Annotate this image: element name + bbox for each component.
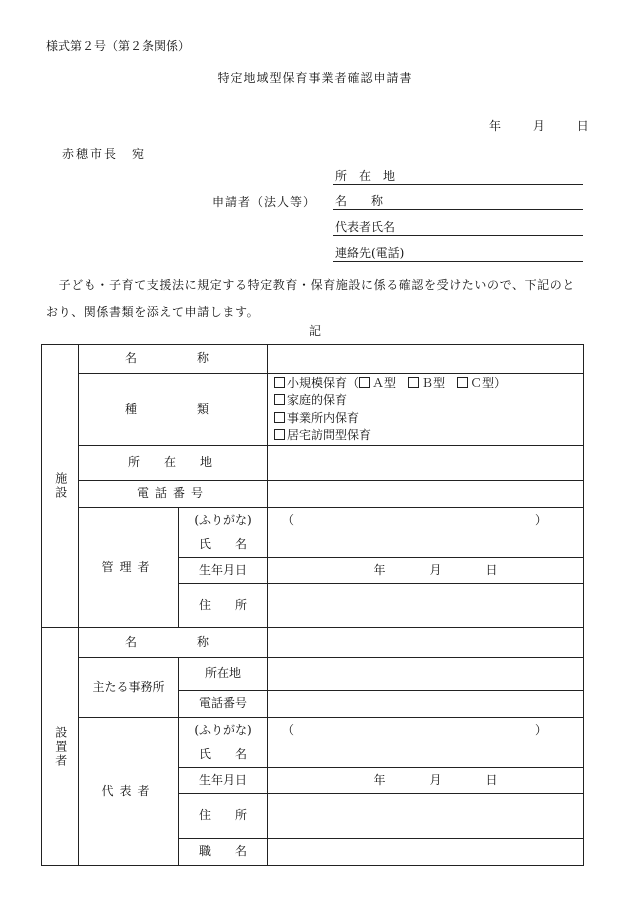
rep-residence-label: 住 所 [179,794,268,839]
b-type-label: Ｂ型 [421,375,446,390]
c-type-checkbox[interactable] [457,377,468,388]
applicant-address-label: 所 在 地 [335,169,396,183]
home-based-checkbox[interactable] [274,394,285,405]
establisher-name-label: 名 称 [79,628,268,658]
office-label: 主たる事務所 [79,658,179,718]
facility-name-input[interactable] [268,345,584,374]
application-table [41,344,584,866]
b-type-checkbox[interactable] [408,377,419,388]
document-title: 特定地域型保育事業者確認申請書 [217,71,413,85]
rep-position-label: 職 名 [179,839,268,866]
rep-furigana-label: (ふりがな) [179,718,268,743]
date-month-label: 月 [532,119,545,133]
home-visit-label: 居宅訪問型保育 [287,427,372,442]
office-phone-input[interactable] [268,691,584,718]
date-year-label: 年 [489,119,502,133]
workplace-label: 事業所内保育 [287,410,360,425]
small-scale-checkbox[interactable] [274,377,285,388]
establisher-name-input[interactable] [268,628,584,658]
facility-phone-input[interactable] [268,481,584,508]
manager-birth-year: 年 [373,562,386,577]
applicant-address-field[interactable] [333,169,583,185]
rep-residence-input[interactable] [268,794,584,839]
ki-heading: 記 [308,324,321,338]
c-type-label: Ｃ型） [470,375,507,390]
manager-residence-input[interactable] [268,584,584,628]
manager-residence-label: 住 所 [179,584,268,628]
rep-birth-year: 年 [373,772,386,787]
manager-label: 管理者 [79,508,179,628]
manager-birth-month: 月 [429,562,442,577]
small-scale-label: 小規模保育（ [287,375,360,390]
office-phone-label: 電話番号 [179,691,268,718]
applicant-contact-field[interactable] [333,246,583,262]
facility-type-label: 種 類 [79,374,268,446]
applicant-name-label: 名 称 [335,194,384,208]
rep-furigana-open: （ [282,722,295,737]
manager-furigana-input[interactable] [268,508,584,533]
applicant-representative-label: 代表者氏名 [335,220,396,234]
body-paragraph: 子ども・子育て支援法に規定する特定教育・保育施設に係る確認を受けたいので、下記のとおり、関係書類を添えて申請します。 [46,278,575,319]
applicant-label: 申請者（法人等） [212,195,317,209]
rep-birth-month: 月 [429,772,442,787]
manager-furigana-open: （ [282,512,295,527]
rep-birth-day: 日 [485,772,498,787]
facility-address-input[interactable] [268,446,584,481]
manager-furigana-close: ） [535,512,548,527]
date-day-label: 日 [576,119,589,133]
manager-birth-day: 日 [485,562,498,577]
addressee: 赤穂市長 宛 [62,147,147,161]
facility-name-label: 名 称 [79,345,268,374]
date-line [489,120,589,132]
applicant-contact-label: 連絡先(電話) [335,246,405,260]
facility-address-label: 所 在 地 [79,446,268,481]
manager-name-label: 氏 名 [179,533,268,558]
body-text [46,272,586,326]
office-address-input[interactable] [268,658,584,691]
form-number: 様式第２号（第２条関係） [46,39,191,53]
rep-furigana-input[interactable] [268,718,584,743]
a-type-checkbox[interactable] [359,377,370,388]
home-visit-checkbox[interactable] [274,429,285,440]
rep-birth-input[interactable] [268,768,584,794]
facility-section-label: 施設 [42,345,79,628]
representative-label: 代表者 [79,718,179,866]
establisher-section-label: 設置者 [42,628,79,866]
office-address-label: 所在地 [179,658,268,691]
rep-name-label: 氏 名 [179,743,268,768]
rep-position-input[interactable] [268,839,584,866]
manager-name-input[interactable] [268,533,584,558]
workplace-checkbox[interactable] [274,412,285,423]
applicant-name-field[interactable] [333,194,583,210]
applicant-representative-field[interactable] [333,220,583,236]
facility-phone-label: 電話番号 [79,481,268,508]
home-based-label: 家庭的保育 [287,393,348,408]
manager-furigana-label: (ふりがな) [179,508,268,533]
manager-birth-label: 生年月日 [179,558,268,584]
a-type-label: Ａ型 [372,375,397,390]
rep-name-input[interactable] [268,743,584,768]
facility-type-options [268,374,584,446]
rep-birth-label: 生年月日 [179,768,268,794]
rep-furigana-close: ） [535,722,548,737]
manager-birth-input[interactable] [268,558,584,584]
